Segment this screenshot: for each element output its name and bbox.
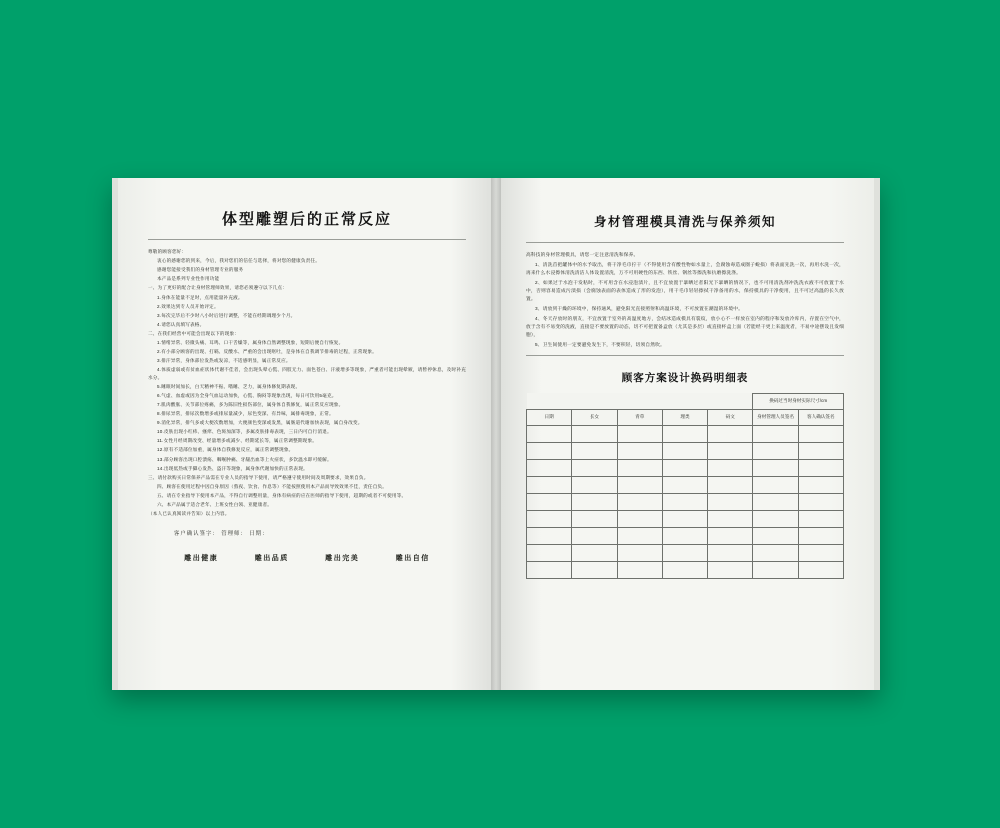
cell[interactable] (662, 442, 707, 459)
section-1-item-0: 1.情绪异常、轻微头痛、耳鸣、口干舌燥等，属身体自然调整现象，短期后便自行恢复。 (157, 340, 344, 346)
cell[interactable] (527, 544, 572, 561)
cell[interactable] (572, 459, 617, 476)
cell[interactable] (617, 561, 662, 578)
final-note: （本人已认真阅读并告知）以上内容。 (148, 511, 230, 517)
cell[interactable] (527, 442, 572, 459)
slogan-1: 雕出品质 (254, 555, 289, 563)
cell[interactable] (753, 493, 798, 510)
cell[interactable] (617, 527, 662, 544)
log-table-head (527, 393, 844, 425)
cell[interactable] (572, 544, 617, 561)
cell[interactable] (798, 442, 843, 459)
cell[interactable] (798, 493, 843, 510)
cell[interactable] (708, 442, 753, 459)
cell[interactable] (753, 510, 798, 527)
cell[interactable] (527, 510, 572, 527)
col-header-2: 青草 (617, 409, 662, 425)
intro-paragraph-0: 衷心的感谢您的到来，今后，我对您们的信任与选择，将对您的健康负责任。 (157, 258, 320, 264)
col-header-5: 身材管理人员签名 (753, 409, 798, 425)
cell[interactable] (527, 459, 572, 476)
care-item-2: 3、请放到干燥的环境中，保持通风，避免阳光直接照射和高温环境，不可放置在潮湿的环境中。 (535, 305, 744, 311)
cell[interactable] (527, 425, 572, 442)
cell[interactable] (662, 544, 707, 561)
cell[interactable] (753, 476, 798, 493)
col-header-1: 长女 (572, 409, 617, 425)
slogan-0: 雕出健康 (184, 555, 219, 563)
section-0-item-0: 1.身体在能量不足时，点用能量补充液。 (157, 294, 243, 300)
cell[interactable] (617, 476, 662, 493)
cell[interactable] (662, 425, 707, 442)
cell[interactable] (708, 561, 753, 578)
section-1-heading: 二、在我们经营中可能会出现以下的现象： (148, 330, 240, 336)
slogan-3: 雕出自信 (395, 555, 430, 563)
right-page (496, 178, 880, 690)
open-book (112, 178, 880, 690)
section-1-item-2: 3.排汗异常，身体部位发热或发凉，不适感明显，属正常反应。 (157, 358, 291, 364)
care-item-0: 1、清洗首把罐体中的水予取出，将干净毛巾拧干（不得使用含有酸性物如水量上，会腐蚀毒造成圈子蜕损）将表面先洗一次，再用水洗一次，再来什么水浸擦体清洗清洁人体设置清洗，万不可用硬性的东西、铁丝、钢丝等擦洗和抗磨擦洗涤。 (526, 261, 844, 275)
section-1-item-8: 9.消化异常，排气多或大便次数增加，大便颜色变深或发黑，属肠道代谢加快表现，属自身改变。 (157, 420, 363, 426)
title-divider-left (148, 239, 466, 240)
cell[interactable] (798, 527, 843, 544)
cell[interactable] (753, 544, 798, 561)
log-table-title: 顾客方案设计换码明细表 (621, 371, 749, 384)
cell[interactable] (708, 544, 753, 561)
title-divider-right (526, 242, 844, 243)
cell[interactable] (617, 425, 662, 442)
cell[interactable] (798, 510, 843, 527)
table-span-row (527, 393, 844, 409)
care-item-4: 5、卫生间使用一定要避免发生下，不要积轻，切须自然吹。 (535, 341, 665, 347)
left-page-body (148, 248, 466, 517)
section-0-item-2: 3.每次完毕后不少时八小时后进行调整，不能在经期调理少个月。 (157, 312, 296, 318)
col-header-4: 码文 (708, 409, 753, 425)
log-table (526, 393, 844, 579)
section-2-heading: 三、请付款购买日常保养产品需在专业人员的指导下使用，请严格遵守使用时间及周期要求，效果自负。 (148, 474, 369, 480)
cell[interactable] (527, 561, 572, 578)
table-header-row (527, 409, 844, 425)
span-header: 换码过当时身材实际尺寸/cm (753, 393, 844, 409)
col-header-0: 日期 (527, 409, 572, 425)
table-divider (526, 355, 844, 356)
right-page-body (526, 251, 844, 349)
section-2-item-0: 四、顾客在使用过程中因自身原因（熬夜、饮食、作息等）不能按照使用本产品而导致效果不佳，责任自负。 (157, 483, 388, 489)
intro-heading: 尊敬的顾客您好： (148, 249, 187, 254)
slogan-2: 雕出完美 (325, 555, 360, 563)
table-row[interactable] (527, 442, 844, 459)
table-row[interactable] (527, 476, 844, 493)
cell[interactable] (572, 442, 617, 459)
cell[interactable] (798, 561, 843, 578)
cell[interactable] (708, 476, 753, 493)
col-header-3: 理类 (662, 409, 707, 425)
cell[interactable] (798, 476, 843, 493)
section-1-item-7: 8.排尿异常，排尿次数增多或排尿量减少，尿色变深、有异味，属排毒现象，正常。 (157, 410, 334, 416)
cell[interactable] (527, 493, 572, 510)
section-0-heading: 一、为了更好的配合让身材管理师效果，请您必须遵守以下几点： (148, 285, 288, 291)
cell[interactable] (662, 510, 707, 527)
cell[interactable] (572, 476, 617, 493)
col-header-6: 客人确认签名 (798, 409, 843, 425)
section-1-item-13: 14.出现低热或手脚心发热、盗汗等现象，属身体代谢加快的正常表现。 (157, 465, 308, 471)
slogan-row (148, 553, 466, 563)
table-row[interactable] (527, 510, 844, 527)
cell[interactable] (572, 561, 617, 578)
section-1-item-9: 10.皮肤出现小红疹、瘙痒、色斑加深等，多属皮肤排毒表现，三日内可自行消退。 (157, 429, 332, 435)
cell[interactable] (617, 544, 662, 561)
section-1-item-11: 12.原有不适部位加重，属身体自我修复反应，属正常调整现象。 (157, 447, 294, 453)
intro-paragraph-1: 感谢您能接受我们的身材管理专业的服务 (157, 267, 244, 273)
table-row[interactable] (527, 425, 844, 442)
section-1-item-3: 4.体质虚弱或有贫血症状体代谢不佳者，会出现头晕心慌、四肢无力、面色苍白、汗液增多等现象，严重者可能出现晕厥，请暂停休息，及时补充水分。 (148, 367, 466, 380)
section-1-item-5: 6.气虚、血虚或因为全身气血运动加快，心慌、胸闷等现象出现，每日可饮用5毫克。 (157, 392, 337, 398)
cell[interactable] (617, 493, 662, 510)
table-row[interactable] (527, 527, 844, 544)
cell[interactable] (662, 561, 707, 578)
left-page-title: 体型雕塑后的正常反应 (221, 211, 392, 228)
table-row[interactable] (527, 493, 844, 510)
intro-paragraph-2: 本产品是系列专业性作用功能 (157, 276, 220, 282)
section-1-item-1: 2.有小部分顾客的出现、打嗝、反酸水、严重的会出现呕吐，是身体在自我调节排毒的过程，正常现象。 (157, 349, 377, 355)
section-2-item-2: 六、本产品属于适合老年、上班女性白领、亚健康者。 (157, 502, 273, 508)
cell[interactable] (798, 459, 843, 476)
signature-block (148, 529, 466, 537)
confirm-line[interactable]: 客户确认签字： 管理师： 日期： (174, 531, 269, 538)
cell[interactable] (662, 476, 707, 493)
cell[interactable] (708, 510, 753, 527)
cell[interactable] (708, 527, 753, 544)
cell[interactable] (662, 493, 707, 510)
cell[interactable] (753, 425, 798, 442)
cell[interactable] (527, 476, 572, 493)
table-row[interactable] (527, 544, 844, 561)
section-1-item-10: 11.女性月经周期改变、经量增多或减少、经期延长等，属正常调整期现象。 (157, 438, 318, 444)
cell[interactable] (617, 459, 662, 476)
cell[interactable] (753, 527, 798, 544)
cell[interactable] (753, 442, 798, 459)
cell[interactable] (798, 425, 843, 442)
section-1-item-12: 13.部分顾客出现口腔溃疡、咽喉肿痛、牙龈出血等上火症状，多饮温水即可缓解。 (157, 456, 332, 462)
table-row[interactable] (527, 459, 844, 476)
cell[interactable] (708, 459, 753, 476)
section-1-item-4: 5.睡眠时间加长，白天精神不振、嗜睡、乏力，属身体修复期表现。 (157, 383, 301, 389)
cell[interactable] (798, 544, 843, 561)
cell[interactable] (572, 510, 617, 527)
cell[interactable] (753, 459, 798, 476)
cell[interactable] (572, 493, 617, 510)
table-row[interactable] (527, 561, 844, 578)
section-1-item-6: 7.肌肉酸胀、关节部位疼痛，多为陈旧性损伤部位，属身体自我修复，属正常反应现象。 (157, 401, 344, 407)
section-0-item-1: 2.效果达到专人员开始评定。 (157, 303, 219, 309)
cell[interactable] (662, 527, 707, 544)
log-table-body (527, 425, 844, 578)
care-intro: 高科技的身材管理模具，请您一定注意清洗和保养。 (526, 252, 639, 257)
cell[interactable] (572, 425, 617, 442)
section-2-item-1: 五、请在专业指导下使用本产品，不得自行调整用量，身体有病症的应在医师的指导下使用，超期的或者不可使用等。 (157, 492, 407, 498)
cell[interactable] (708, 425, 753, 442)
cell[interactable] (662, 459, 707, 476)
cell[interactable] (572, 527, 617, 544)
cell[interactable] (617, 442, 662, 459)
care-item-1: 2、如果过于水泡干发粘时，不可用含在水浸泡渍片，且不宜放置于暴晒过者阳光下暴晒的情况下，也不可用清洗剂冲洗洗衣液不可放置于水中，否则容易造成污渍损（会腐蚀表面的表体造成了形的发泡），用干毛巾轻轻擦拭干净备用的水，保持模具的干净使用，且不可过高温的长久放置。 (526, 279, 844, 301)
cell[interactable] (708, 493, 753, 510)
cell[interactable] (617, 510, 662, 527)
cell[interactable] (753, 561, 798, 578)
section-0-item-3: 4.请您认真填写表格。 (157, 321, 205, 327)
care-item-3: 4、冬天存放时的朋友，不宜放置于室外的高温度地方，会结冰造成模具有裂纹，放小心不一样放在室内的程序和发放冷库内，存置在空气中，放于含有不易变的洗液，直接是不要放置的动态，切不可把置备盒放（尤其是多层）或直接杯盒上面（若能经干更上来温度者，不易中途摆设且发细胞）， (526, 315, 844, 337)
right-page-title: 身材管理模具清洗与保养须知 (593, 215, 776, 229)
left-page (112, 178, 496, 690)
cell[interactable] (527, 527, 572, 544)
